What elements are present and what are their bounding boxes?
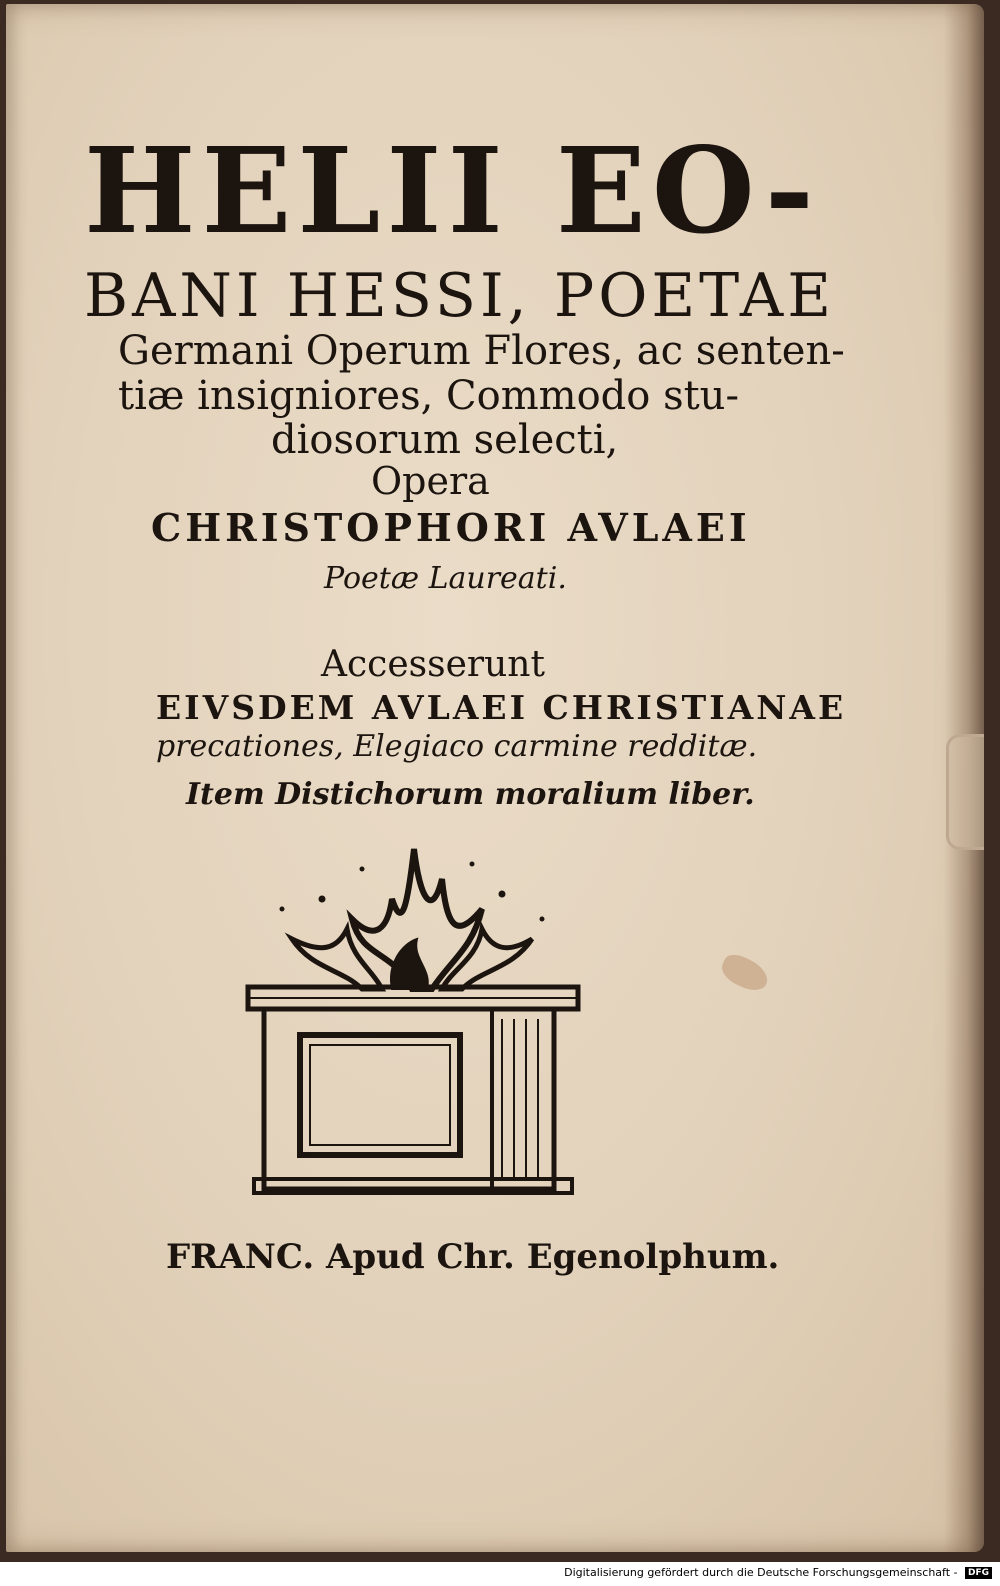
title-line-2: BANI HESSI, POETAE — [84, 261, 836, 331]
addendum-line-2: precationes, Elegiaco carmine redditæ. — [156, 729, 758, 764]
subtitle-line-3: diosorum selecti, — [271, 417, 619, 463]
author-title: Poetæ Laureati. — [324, 561, 567, 596]
opera-line: Opera — [371, 459, 490, 503]
subtitle-line-1: Germani Operum Flores, ac senten- — [118, 328, 845, 374]
title-line-1: HELII EO- — [84, 121, 820, 260]
footer-bar — [0, 1562, 1000, 1586]
subtitle-line-2: tiæ insigniores, Commodo stu- — [118, 373, 739, 419]
imprint: FRANC. Apud Chr. Egenolphum. — [166, 1237, 780, 1277]
addendum-line-3: Item Distichorum moralium liber. — [186, 777, 755, 812]
credit-text: Digitalisierung gefördert durch die Deutsche Forschungsgemeinschaft - — [564, 1566, 958, 1579]
author-name: CHRISTOPHORI AVLAEI — [151, 505, 751, 550]
accesserunt-line: Accesserunt — [321, 644, 545, 685]
paper-stain — [717, 950, 772, 996]
page-clip — [946, 734, 984, 850]
dfg-credit — [564, 1566, 992, 1579]
altar-flame-woodcut — [242, 839, 582, 1201]
dfg-logo: DFG — [965, 1567, 992, 1579]
addendum-line-1: EIVSDEM AVLAEI CHRISTIANAE — [156, 688, 847, 727]
title-page — [6, 4, 984, 1552]
